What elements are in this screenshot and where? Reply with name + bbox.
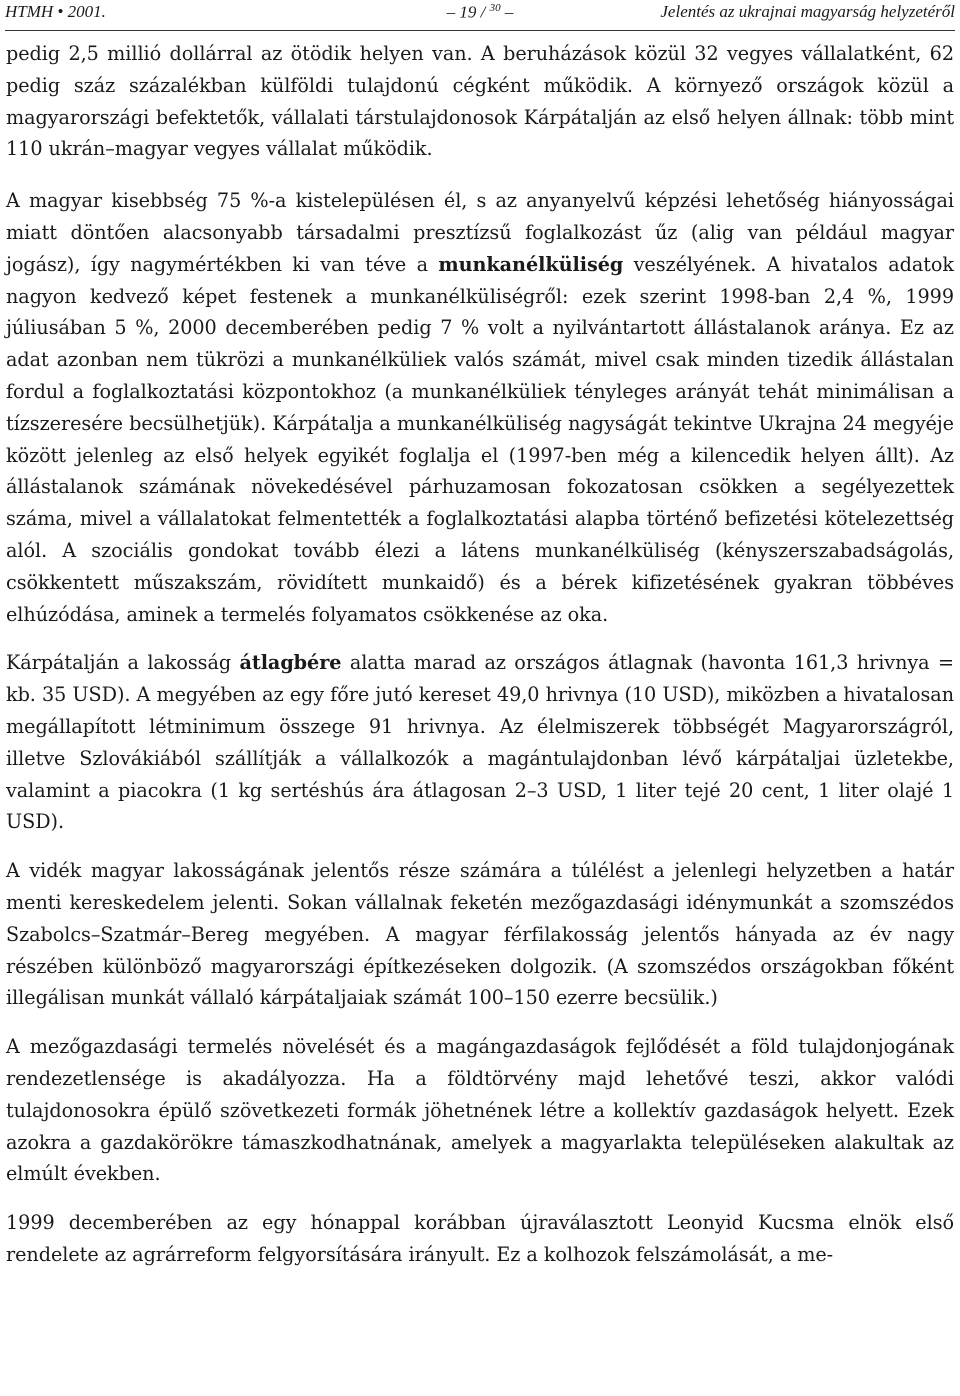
paragraph-6: 1999 decemberében az egy hónappal korábban újraválasztott Leonyid Kucsma elnök első rendelete az agrárreform felgyorsítására irányult. Ez a kolhozok felszámolását, a me-	[6, 1211, 954, 1266]
keyword-munkanelkuliseg: munkanélküliség	[438, 252, 624, 276]
page-total: 30	[489, 2, 501, 14]
paragraph-5: A mezőgazdasági termelés növelését és a magángazdaságok fejlődését a föld tulajdonjogának rendezetlensége is akadályozza. Ha a földtörvény majd lehetővé teszi, akkor valódi tulajdonosokra épülő szövetkezeti formák jöhetnének létre a kollektív gazdaságok helyett. Ezek azokra a gazdakörökre támaszkodhatnának, amelyek a magyarlakta településeken alakultak az elmúlt években.	[6, 1035, 954, 1186]
page-number: – 19 / $^{30}$ –	[446, 2, 514, 22]
paragraph-1: pedig 2,5 millió dollárral az ötödik helyen van. A beruházások közül 32 vegyes vállalatként, 62 pedig száz százalékban külföldi tulajdonú cégként működik. A környező országok közül a magyarországi befektetők, vállalati társtulajdonosok Kárpátalján az első helyen állnak: több mint 110 ukrán–magyar vegyes vállalat működik.	[6, 42, 954, 161]
page-current: 19	[459, 2, 477, 22]
keyword-atlagber: átlagbére	[239, 651, 342, 675]
paragraph-2: A magyar kisebbség 75 %-a kistelepülésen él, s az anyanyelvű képzési lehetőség hiányosságai miatt döntően alacsonyabb társadalmi presztízsű foglalkozást űz (alig van például magyar jogász), így nagymértékben ki van téve a munkanélküliség veszélyének. A hivatalos adatok nagyon kedvező képet festenek a munkanélküliségről: ezek szerint 1998-ban 2,4 %, 1999 júliusában 5 %, 2000 decemberében pedig 7 % volt a nyilvántartott állástalanok aránya. Ez az adat azonban nem tükrözi a munkanélküliek valós számát, mivel csak minden tizedik állástalan fordul a foglalkoztatási központokhoz (a munkanélküliek tényleges arányát tehát minimálisan a tízszeresére becsülhetjük). Kárpátalja a munkanélküliség nagyságát tekintve Ukrajna 24 megyéje között jelenleg az első helyek egyikét foglalja el (1997-ben még a kilencedik helyen állt). Az állástalanok számának növekedésével párhuzamosan fokozatosan csökken a segélyezettek száma, mivel a vállalatokat felmentették a foglalkoztatási alapba történő befizetési kötelezettség alól. A szociális gondokat tovább élezi a látens munkanélküliség (kényszerszabadságolás, csökkentett műszakszám, rövidített munkaidő) és a bérek kifizetésének gyakran többéves elhúzódása, aminek a termelés folyamatos csökkenése az oka.	[6, 189, 954, 626]
journal-label: HTMH • 2001.	[5, 2, 106, 21]
report-title: Jelentés az ukrajnai magyarság helyzetéről	[660, 2, 955, 21]
body-text	[6, 38, 954, 1288]
header-rule	[5, 30, 955, 31]
paragraph-4: A vidék magyar lakosságának jelentős része számára a túlélést a jelenlegi helyzetben a határ menti kereskedelem jelenti. Sokan vállalnak feketén mezőgazdasági idénymunkát a szomszédos Szabolcs–Szatmár–Bereg megyében. A magyar férfilakosság jelentős hányada az év nagy részében különböző magyarországi építkezéseken dolgozik. (A szomszédos országokban főként illegálisan munkát vállaló kárpátaljaiak számát 100–150 ezerre becsülik.)	[6, 859, 954, 1010]
paragraph-3: Kárpátalján a lakosság átlagbére alatta marad az országos átlagnak (havonta 161,3 hrivnya = kb. 35 USD). A megyében az egy főre jutó kereset 49,0 hrivnya (10 USD), miközben a hivatalosan megállapított létminimum összege 91 hrivnya. Az élelmiszerek többségét Magyarországról, illetve Szlovákiából szállítják a vállalkozók a magántulajdonban lévő kárpátaljai üzletekbe, valamint a piacokra (1 kg sertéshús ára átlagosan 2–3 USD, 1 liter tejé 20 cent, 1 liter olajé 1 USD).	[6, 651, 954, 834]
running-header	[5, 2, 955, 26]
